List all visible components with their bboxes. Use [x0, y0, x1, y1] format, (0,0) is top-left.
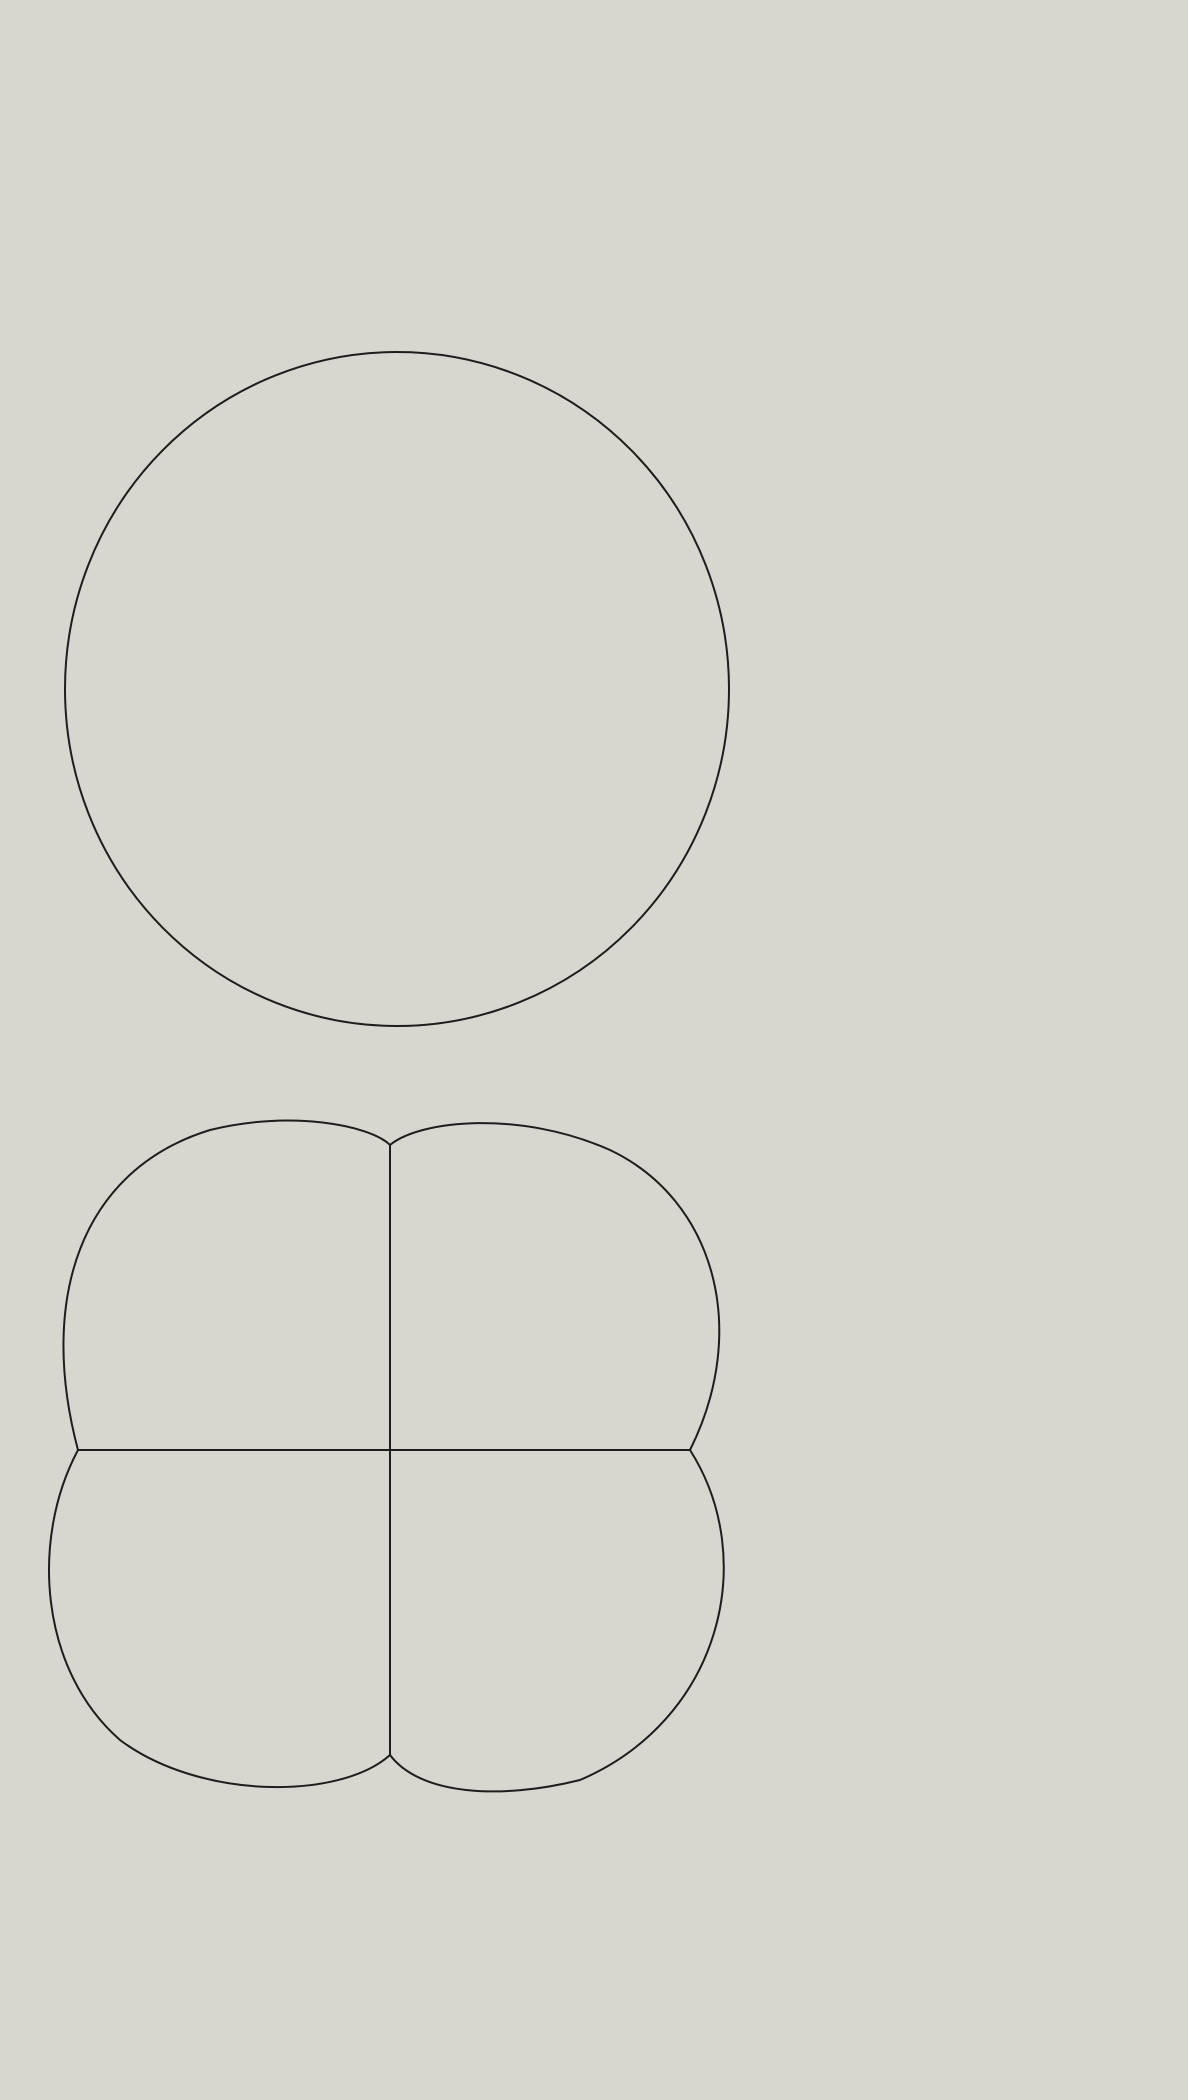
- figure-b-cell-outline: [49, 1121, 724, 1792]
- figure-a-cell-outline: [65, 352, 729, 1026]
